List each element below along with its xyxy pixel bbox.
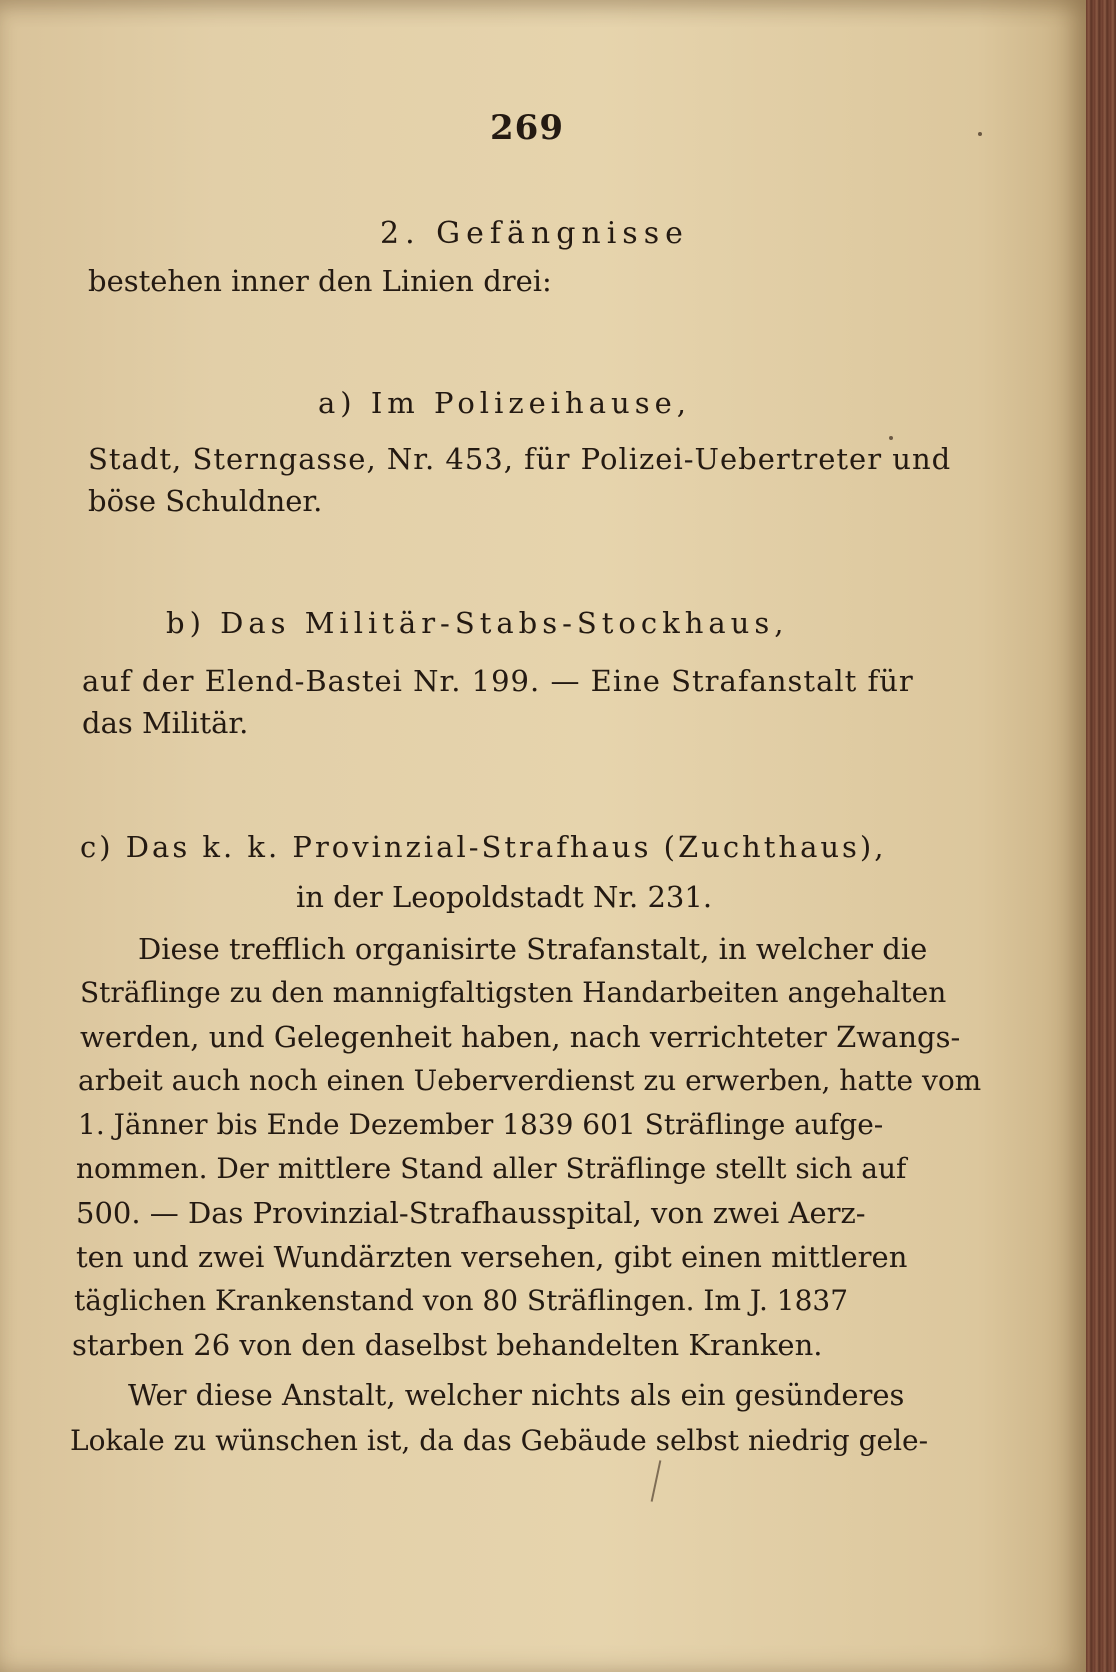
paragraph-line: Diese trefflich organisirte Strafanstalt, in welcher die: [138, 932, 928, 966]
item-b-line: das Militär.: [82, 706, 249, 740]
paragraph-line: nommen. Der mittlere Stand aller Sträflinge stellt sich auf: [76, 1152, 907, 1185]
item-a-line: Stadt, Sterngasse, Nr. 453, für Polizei-Uebertreter und: [88, 442, 952, 476]
page-number: 269: [490, 108, 564, 148]
ink-speck: [978, 132, 982, 136]
ink-speck: [889, 436, 893, 440]
item-b-title: b) Das Militär-Stabs-Stockhaus,: [166, 606, 789, 640]
paragraph-line: täglichen Krankenstand von 80 Sträflingen. Im J. 1837: [74, 1284, 849, 1317]
paragraph-line: 500. — Das Provinzial-Strafhausspital, von zwei Aerz-: [76, 1196, 866, 1230]
item-c-title: c) Das k. k. Provinzial-Strafhaus (Zuchthaus),: [80, 830, 887, 864]
item-a-title: a) Im Polizeihause,: [318, 386, 691, 420]
paragraph-line: ten und zwei Wundärzten versehen, gibt einen mittleren: [76, 1240, 908, 1274]
intro-line: bestehen inner den Linien drei:: [88, 264, 552, 298]
paragraph-line: 1. Jänner bis Ende Dezember 1839 601 Sträflinge aufge-: [78, 1108, 884, 1141]
paragraph-line: Lokale zu wünschen ist, da das Gebäude selbst niedrig gele-: [70, 1424, 929, 1457]
item-a-line: böse Schuldner.: [88, 484, 323, 518]
paragraph-line: Wer diese Anstalt, welcher nichts als ein gesünderes: [128, 1378, 905, 1412]
item-b-line: auf der Elend-Bastei Nr. 199. — Eine Strafanstalt für: [82, 664, 914, 698]
paragraph-line: werden, und Gelegenheit haben, nach verrichteter Zwangs-: [80, 1020, 961, 1054]
book-edge: [1086, 0, 1116, 1672]
paragraph-line: arbeit auch noch einen Ueberverdienst zu erwerben, hatte vom: [78, 1064, 982, 1097]
item-c-subtitle: in der Leopoldstadt Nr. 231.: [296, 880, 713, 914]
paragraph-line: starben 26 von den daselbst behandelten Kranken.: [72, 1328, 823, 1362]
paragraph-line: Sträflinge zu den mannigfaltigsten Handarbeiten angehalten: [80, 976, 947, 1009]
section-heading: 2. Gefängnisse: [380, 216, 689, 251]
